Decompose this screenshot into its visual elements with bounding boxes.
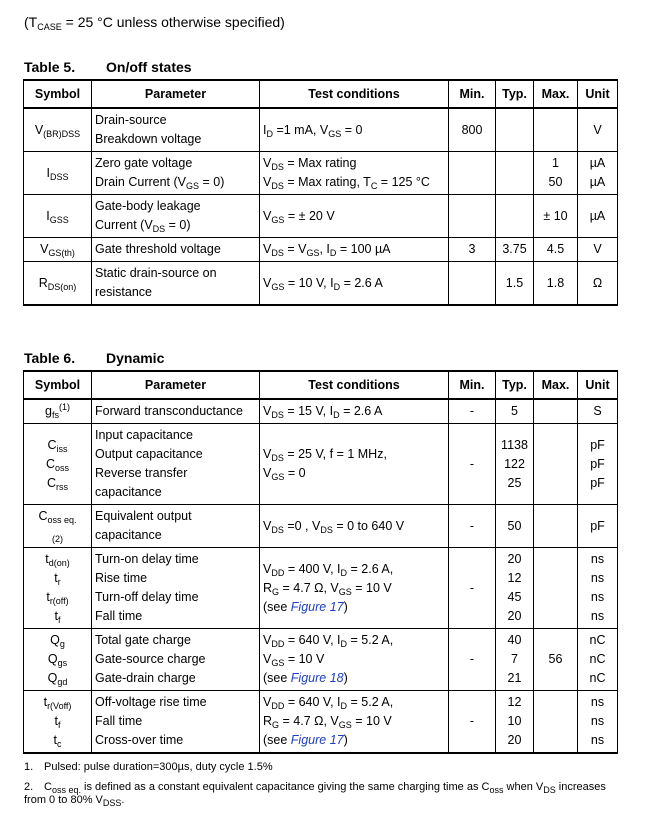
test-conditions-cell: $V_{DD} = 640$ V, $I_D = 5.2$ A, $V_{GS} = 10$ V (see Figure 18) — [260, 629, 449, 691]
parameter-cell: Turn-on delay time Rise time Turn-off delay time Fall time — [92, 548, 260, 629]
table5-header-row — [24, 80, 618, 108]
test-conditions-cell: $V_{DS} = 15$ V, $I_D = 2.6$ A — [260, 399, 449, 424]
min-cell: 800 — [449, 108, 496, 152]
table6-number: Table 6. — [24, 350, 76, 366]
table6-name: Dynamic — [106, 350, 165, 366]
test-conditions-cell: $V_{GS}$ = ± 20 V — [260, 195, 449, 238]
max-cell — [534, 505, 578, 548]
table5-row — [24, 152, 618, 195]
column-header-symbol: Symbol — [24, 80, 92, 108]
max-cell — [534, 108, 578, 152]
table6-dynamic — [23, 370, 618, 754]
symbol-cell: $t_{d(on)}$ $t_r$ $t_{r(off)}$ $t_f$ — [24, 548, 92, 629]
table6-row — [24, 505, 618, 548]
test-conditions-cell: $V_{DD} = 640$ V, $I_D = 5.2$ A, $R_G = 4.7$ Ω, $V_{GS} = 10$ V (see Figure 17) — [260, 691, 449, 754]
footnote-1 — [24, 761, 273, 774]
column-header-min: Min. — [449, 80, 496, 108]
max-cell: ± 10 — [534, 195, 578, 238]
footnote-2-text: $C_{oss eq.}$ is defined as a constant equivalent capacitance giving the same charging time as $C_{oss}$ when $V_{DS}$ increases from 0 to 80% $V_{DSS}$. — [24, 781, 606, 808]
table6-row — [24, 424, 618, 505]
typ-cell: 50 — [496, 505, 534, 548]
parameter-cell: Off-voltage rise time Fall time Cross-over time — [92, 691, 260, 754]
parameter-cell: Gate threshold voltage — [92, 238, 260, 262]
max-cell: 4.5 — [534, 238, 578, 262]
min-cell: - — [449, 548, 496, 629]
min-cell: - — [449, 424, 496, 505]
column-header-max: Max. — [534, 80, 578, 108]
test-conditions-cell: $V_{DS} = 25$ V, f = 1 MHz, $V_{GS} = 0$ — [260, 424, 449, 505]
table5-row — [24, 108, 618, 152]
symbol-cell: $I_{DSS}$ — [24, 152, 92, 195]
table6-row — [24, 629, 618, 691]
footnote-2-number: 2. — [24, 781, 34, 793]
parameter-cell: Zero gate voltage Drain Current $(V_{GS} = 0)$ — [92, 152, 260, 195]
unit-cell: µA — [578, 195, 618, 238]
column-header-unit: Unit — [578, 371, 618, 399]
table6-title — [24, 350, 164, 366]
column-header-typ: Typ. — [496, 80, 534, 108]
min-cell: - — [449, 399, 496, 424]
test-conditions-cell: $V_{DS} =0$ , $V_{DS} = 0$ to 640 V — [260, 505, 449, 548]
symbol-cell: $I_{GSS}$ — [24, 195, 92, 238]
typ-cell — [496, 195, 534, 238]
unit-cell: S — [578, 399, 618, 424]
column-header-max: Max. — [534, 371, 578, 399]
table6-body — [24, 399, 618, 753]
footnote-2 — [24, 781, 624, 807]
max-cell: 1 50 — [534, 152, 578, 195]
column-header-test-conditions: Test conditions — [260, 80, 449, 108]
max-cell: 56 — [534, 629, 578, 691]
table6-row — [24, 691, 618, 754]
typ-cell: 5 — [496, 399, 534, 424]
symbol-cell: $V_{(BR)DSS}$ — [24, 108, 92, 152]
symbol-cell: $R_{DS(on)}$ — [24, 262, 92, 306]
test-conditions-note: ($T_{CASE} = 25$ °C unless otherwise specified) — [24, 14, 285, 32]
max-cell — [534, 691, 578, 754]
typ-cell — [496, 108, 534, 152]
typ-cell: 20 12 45 20 — [496, 548, 534, 629]
symbol-cell: $C_{oss eq. (2)}$ — [24, 505, 92, 548]
typ-cell — [496, 152, 534, 195]
max-cell — [534, 399, 578, 424]
test-conditions-cell: $I_D =1$ mA, $V_{GS} = 0$ — [260, 108, 449, 152]
min-cell — [449, 152, 496, 195]
test-conditions-cell: $V_{DD} = 400$ V, $I_D = 2.6$ A, $R_G = 4.7$ Ω, $V_{GS} = 10$ V (see Figure 17) — [260, 548, 449, 629]
symbol-cell: $V_{GS(th)}$ — [24, 238, 92, 262]
table6-header-row — [24, 371, 618, 399]
footnote-1-text: Pulsed: pulse duration=300µs, duty cycle 1.5% — [44, 761, 273, 773]
max-cell — [534, 424, 578, 505]
table5-row — [24, 238, 618, 262]
typ-cell: 12 10 20 — [496, 691, 534, 754]
table5-name: On/off states — [106, 59, 192, 75]
min-cell — [449, 195, 496, 238]
symbol-cell: $C_{iss}$ $C_{oss}$ $C_{rss}$ — [24, 424, 92, 505]
unit-cell: V — [578, 108, 618, 152]
min-cell: - — [449, 691, 496, 754]
test-conditions-cell: $V_{GS} = 10$ V, $I_D = 2.6$ A — [260, 262, 449, 306]
typ-cell: 3.75 — [496, 238, 534, 262]
parameter-cell: Total gate charge Gate-source charge Gate-drain charge — [92, 629, 260, 691]
column-header-parameter: Parameter — [92, 371, 260, 399]
table6-row — [24, 399, 618, 424]
parameter-cell: Input capacitance Output capacitance Reverse transfer capacitance — [92, 424, 260, 505]
max-cell — [534, 548, 578, 629]
symbol-cell: $Q_g$ $Q_{gs}$ $Q_{gd}$ — [24, 629, 92, 691]
column-header-min: Min. — [449, 371, 496, 399]
column-header-parameter: Parameter — [92, 80, 260, 108]
parameter-cell: Forward transconductance — [92, 399, 260, 424]
unit-cell: Ω — [578, 262, 618, 306]
table5-on-off-states — [23, 79, 618, 306]
table5-row — [24, 195, 618, 238]
column-header-unit: Unit — [578, 80, 618, 108]
column-header-symbol: Symbol — [24, 371, 92, 399]
column-header-typ: Typ. — [496, 371, 534, 399]
table5-title — [24, 59, 192, 75]
unit-cell: µA µA — [578, 152, 618, 195]
parameter-cell: Equivalent output capacitance — [92, 505, 260, 548]
typ-cell: 1138 122 25 — [496, 424, 534, 505]
unit-cell: V — [578, 238, 618, 262]
min-cell: 3 — [449, 238, 496, 262]
column-header-test-conditions: Test conditions — [260, 371, 449, 399]
max-cell: 1.8 — [534, 262, 578, 306]
unit-cell: pF pF pF — [578, 424, 618, 505]
unit-cell: pF — [578, 505, 618, 548]
footnote-1-number: 1. — [24, 761, 34, 773]
unit-cell: ns ns ns — [578, 691, 618, 754]
parameter-cell: Gate-body leakage Current $(V_{DS} = 0)$ — [92, 195, 260, 238]
typ-cell: 40 7 21 — [496, 629, 534, 691]
min-cell — [449, 262, 496, 306]
table5-body — [24, 108, 618, 305]
parameter-cell: Static drain-source on resistance — [92, 262, 260, 306]
unit-cell: nC nC nC — [578, 629, 618, 691]
min-cell: - — [449, 629, 496, 691]
typ-cell: 1.5 — [496, 262, 534, 306]
test-conditions-cell: $V_{DS} = V_{GS}$, $I_D = 100$ µA — [260, 238, 449, 262]
test-conditions-cell: $V_{DS}$ = Max rating $V_{DS}$ = Max rating, $T_C = 125$ °C — [260, 152, 449, 195]
min-cell: - — [449, 505, 496, 548]
table5-number: Table 5. — [24, 59, 76, 75]
table5-row — [24, 262, 618, 306]
symbol-cell: $g_{fs}^{(1)}$ — [24, 399, 92, 424]
parameter-cell: Drain-source Breakdown voltage — [92, 108, 260, 152]
unit-cell: ns ns ns ns — [578, 548, 618, 629]
table6-row — [24, 548, 618, 629]
symbol-cell: $t_{r(Voff)}$ $t_f$ $t_c$ — [24, 691, 92, 754]
